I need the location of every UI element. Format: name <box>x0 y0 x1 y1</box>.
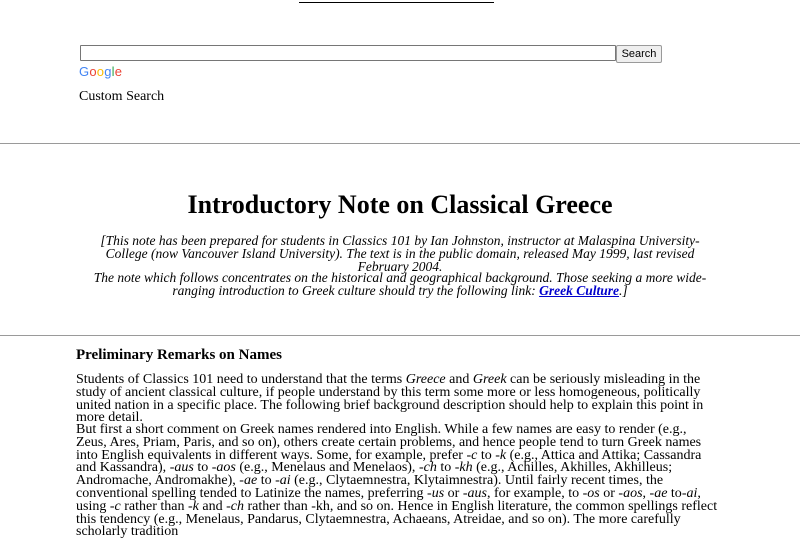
emphasis: -ae <box>239 473 258 489</box>
text-run: to <box>436 460 455 476</box>
emphasis: -c <box>109 498 121 514</box>
emphasis: -aus <box>462 485 487 501</box>
google-logo-letter: g <box>104 64 112 79</box>
text-run: or <box>599 485 619 501</box>
emphasis: -k <box>187 498 199 514</box>
search-button[interactable]: Search <box>616 45 662 63</box>
text-run: to <box>257 473 276 489</box>
paragraph-names-warning <box>76 374 718 425</box>
greek-culture-link[interactable]: Greek Culture <box>539 283 619 298</box>
text-run: Students of Classics 101 need to understand that the terms <box>76 372 406 387</box>
section-heading: Preliminary Remarks on Names <box>76 347 282 363</box>
emphasis: -ai <box>275 473 291 489</box>
emphasis: Greece <box>405 372 446 387</box>
text-run: , using <box>76 485 701 514</box>
emphasis: Greek <box>472 372 507 387</box>
google-logo-letter: e <box>114 64 123 79</box>
text-run: to <box>193 460 212 476</box>
emphasis: -c <box>466 447 478 463</box>
emphasis: -us <box>427 485 445 501</box>
intro-link-end: .] <box>618 283 628 298</box>
emphasis: -kh <box>454 460 473 476</box>
text-run: (e.g., Achilles, Akhilles, Akhilleus; Andromache, Andromakhe), <box>76 460 673 489</box>
google-logo-letter: l <box>111 64 115 79</box>
top-divider <box>299 2 494 3</box>
paragraph-name-spellings <box>76 424 718 539</box>
search-bar <box>80 45 670 63</box>
emphasis: -k <box>495 447 507 463</box>
text-run: (e.g., Attica and Attika; Cassandra and Kassandra), <box>76 447 702 476</box>
google-logo-letter: o <box>89 64 97 79</box>
horizontal-rule <box>0 143 800 144</box>
text-run: rather than <box>120 498 188 514</box>
emphasis: -os <box>582 485 600 501</box>
text-run: to <box>667 485 682 501</box>
intro-note: [This note has been prepared for students in Classics 101 by Ian Johnston, instructor at Malaspina University-College (now Vancouver Island University). The text is in the public domain, released May 1999, last revised February 2004. <box>100 233 700 274</box>
emphasis: -ai <box>681 485 698 501</box>
custom-search-label: Custom Search <box>79 89 165 104</box>
text-run: to <box>477 447 496 463</box>
emphasis: -aus <box>169 460 194 476</box>
text-run: and <box>198 498 227 514</box>
text-run: (e.g., Clytaemnestra, Klytaimnestra). Until fairly recent times, the conventional spelling tended to Latinize the names, preferring <box>76 473 664 501</box>
text-run: can be seriously misleading in the study of ancient classical culture, if people understand by this term some more or less homogeneous, politically united nation in a specific place. The following brief background description should help to explain this point in more detail. <box>76 372 704 426</box>
google-logo-letter: o <box>96 64 105 79</box>
emphasis: -aos <box>618 485 643 501</box>
text-run: or <box>444 485 463 501</box>
page-title: Introductory Note on Classical Greece <box>187 190 613 219</box>
search-input[interactable] <box>80 45 616 61</box>
text-run: But first a short comment on Greek names rendered into English. While a few names are easy to render (e.g., Zeus, Ares, Priam, Paris, and so on), others create certain problems, and hence people tend to turn Greek names into English equivalents in different ways. Some, for example, prefer <box>76 422 702 463</box>
text-run: and <box>445 372 473 387</box>
google-logo-letter: G <box>79 64 90 79</box>
emphasis: -ch <box>418 460 437 476</box>
emphasis: -ae <box>649 485 668 501</box>
text-run: , <box>642 485 650 501</box>
emphasis: -aos <box>211 460 236 476</box>
horizontal-rule <box>0 335 800 336</box>
intro-link-note <box>80 271 720 297</box>
intro-link-text: The note which follows concentrates on the historical and geographical background. Those seeking a more wide-ranging introduction to Greek culture should try the following link: <box>93 270 707 298</box>
google-logo <box>79 64 122 79</box>
emphasis: -ch <box>226 498 244 514</box>
text-run: , for example, to <box>486 485 583 501</box>
text-run: rather than -kh, and so on. Hence in English literature, the common spellings reflect this tendency (e.g., Menelaus, Pandarus, Clytaemnestra, Achaeans, Atreidae, and so on). The more carefully scholarly tradition <box>76 498 718 539</box>
text-run: (e.g., Menelaus and Menelaos), <box>235 460 419 476</box>
